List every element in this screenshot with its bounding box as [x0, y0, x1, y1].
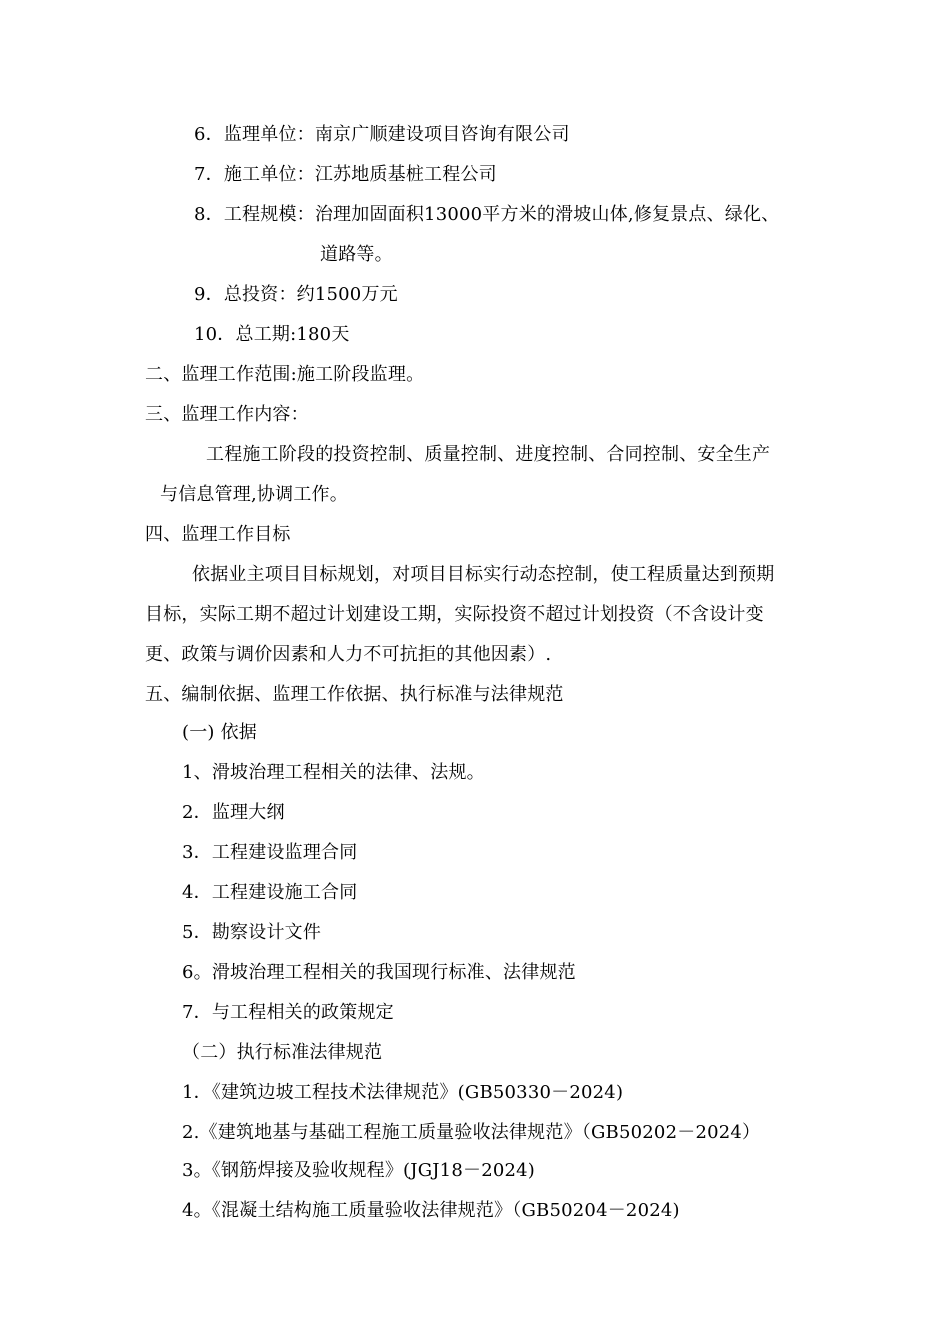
project-info-scale-cont: 道路等。	[320, 244, 393, 265]
standards-item: 2.《建筑地基与基础工程施工质量验收法律规范》（GB50202－2024）	[182, 1122, 761, 1143]
basis-item: 6。滑坡治理工程相关的我国现行标准、法律规范	[182, 962, 576, 983]
basis-item: 3．工程建设监理合同	[182, 842, 358, 863]
standards-item: 1．《建筑边坡工程技术法律规范》(GB50330－2024)	[182, 1082, 624, 1103]
section4-body-line: 目标，实际工期不超过计划建设工期，实际投资不超过计划投资（不含设计变	[145, 604, 764, 625]
basis-item: 7．与工程相关的政策规定	[182, 1002, 394, 1023]
basis-item: 4．工程建设施工合同	[182, 882, 358, 903]
basis-heading: (一) 依据	[182, 722, 257, 743]
section4-heading: 四、监理工作目标	[145, 524, 291, 545]
project-info-duration: 10．总工期:180天	[194, 324, 350, 345]
basis-item: 5．勘察设计文件	[182, 922, 322, 943]
project-info-contractor: 7．施工单位：江苏地质基桩工程公司	[194, 164, 497, 185]
project-info-scale: 8．工程规模：治理加固面积13000平方米的滑坡山体,修复景点、绿化、	[194, 204, 780, 225]
section3-body-line: 工程施工阶段的投资控制、质量控制、进度控制、合同控制、安全生产	[206, 444, 771, 465]
section3-body-line: 与信息管理,协调工作。	[160, 484, 348, 505]
section4-body-line: 依据业主项目目标规划，对项目目标实行动态控制，使工程质量达到预期	[192, 564, 775, 585]
section2-heading: 二、监理工作范围:施工阶段监理。	[145, 364, 425, 385]
standards-item: 4。《混凝土结构施工质量验收法律规范》（GB50204－2024)	[182, 1200, 680, 1221]
standards-item: 3。《钢筋焊接及验收规程》(JGJ18－2024)	[182, 1160, 536, 1181]
standards-heading: （二）执行标准法律规范	[182, 1042, 383, 1063]
section4-body-line: 更、政策与调价因素和人力不可抗拒的其他因素）.	[145, 644, 552, 665]
section3-heading: 三、监理工作内容：	[145, 404, 309, 425]
project-info-investment: 9．总投资：约1500万元	[194, 284, 398, 305]
basis-item: 1、滑坡治理工程相关的法律、法规。	[182, 762, 485, 783]
section5-heading: 五、编制依据、监理工作依据、执行标准与法律规范	[145, 684, 564, 705]
basis-item: 2．监理大纲	[182, 802, 285, 823]
project-info-supervisor: 6．监理单位：南京广顺建设项目咨询有限公司	[194, 124, 570, 145]
